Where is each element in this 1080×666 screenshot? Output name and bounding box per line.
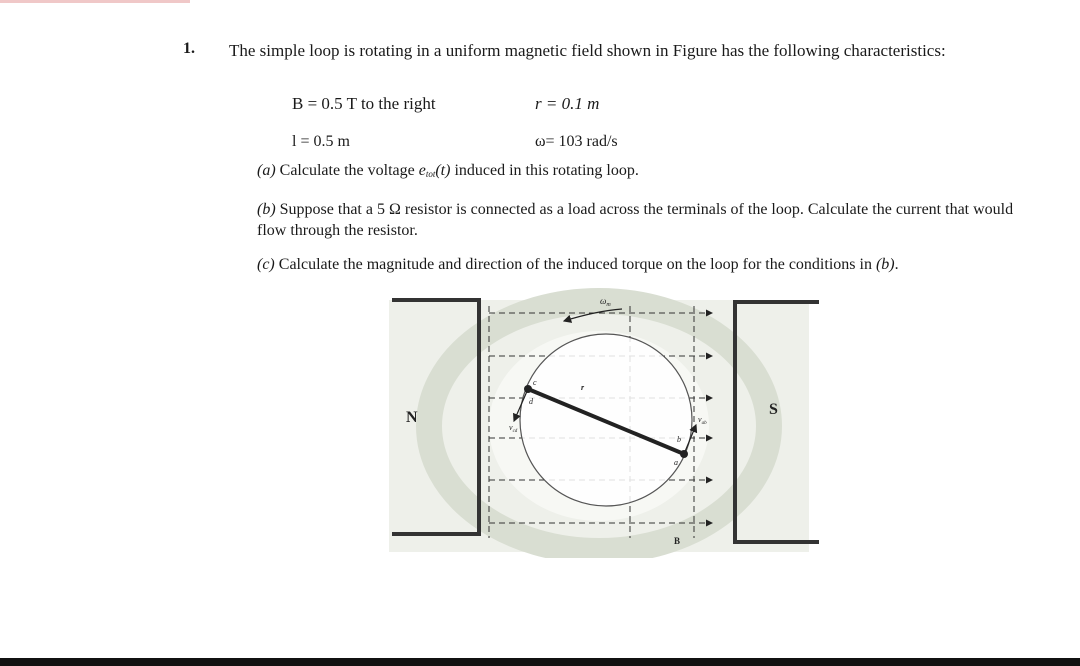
part-a [257,160,1027,185]
part-a-text-before: Calculate the voltage [279,162,419,179]
param-l: l = 0.5 m [292,133,350,150]
point-d-label: d [529,397,533,406]
point-c-label: c [533,378,537,387]
radius-label: r [581,383,585,392]
point-b-label: b [677,435,681,444]
loop-figure [374,288,824,558]
part-a-argument: (t) [435,162,451,179]
part-b-text: Suppose that a 5 Ω resistor is connected as a load across the terminals of the loop. Calculate the current that would flow through the resistor. [257,201,1014,239]
part-c-text-before: Calculate the magnitude and direction of the induced torque on the loop for the conditions in [278,256,876,273]
param-B: B = 0.5 T to the right [292,94,436,113]
question-number: 1. [183,40,195,57]
question-intro: The simple loop is rotating in a uniform magnetic field shown in Figure has the following characteristics: [229,41,946,60]
field-label: B [674,536,681,546]
part-a-label: (a) [257,162,276,179]
south-pole-label: S [769,401,778,418]
part-a-text-after: induced in this rotating loop. [450,162,639,179]
part-c-text-after: . [894,256,899,273]
part-c-label: (c) [257,256,275,273]
velocity-cd-label: $v_{cd}$ [509,423,518,434]
param-r: r = 0.1 m [535,94,600,113]
top-accent-bar [0,0,190,3]
north-pole-label: N [406,409,418,426]
point-a-label: a [674,458,678,467]
param-omega: ω= 103 rad/s [535,133,618,150]
loop-figure-svg [374,288,824,558]
omega-label: $\omega_m$ [600,296,611,308]
part-a-subscript: tot [425,169,436,179]
velocity-ab-label: $v_{ab}$ [698,415,707,426]
part-b-label: (b) [257,201,276,218]
bottom-bar [0,658,1080,666]
part-c-ref: (b) [875,256,895,273]
part-a-symbol: e [418,162,426,179]
part-b [257,199,1027,241]
part-c [257,254,1027,275]
